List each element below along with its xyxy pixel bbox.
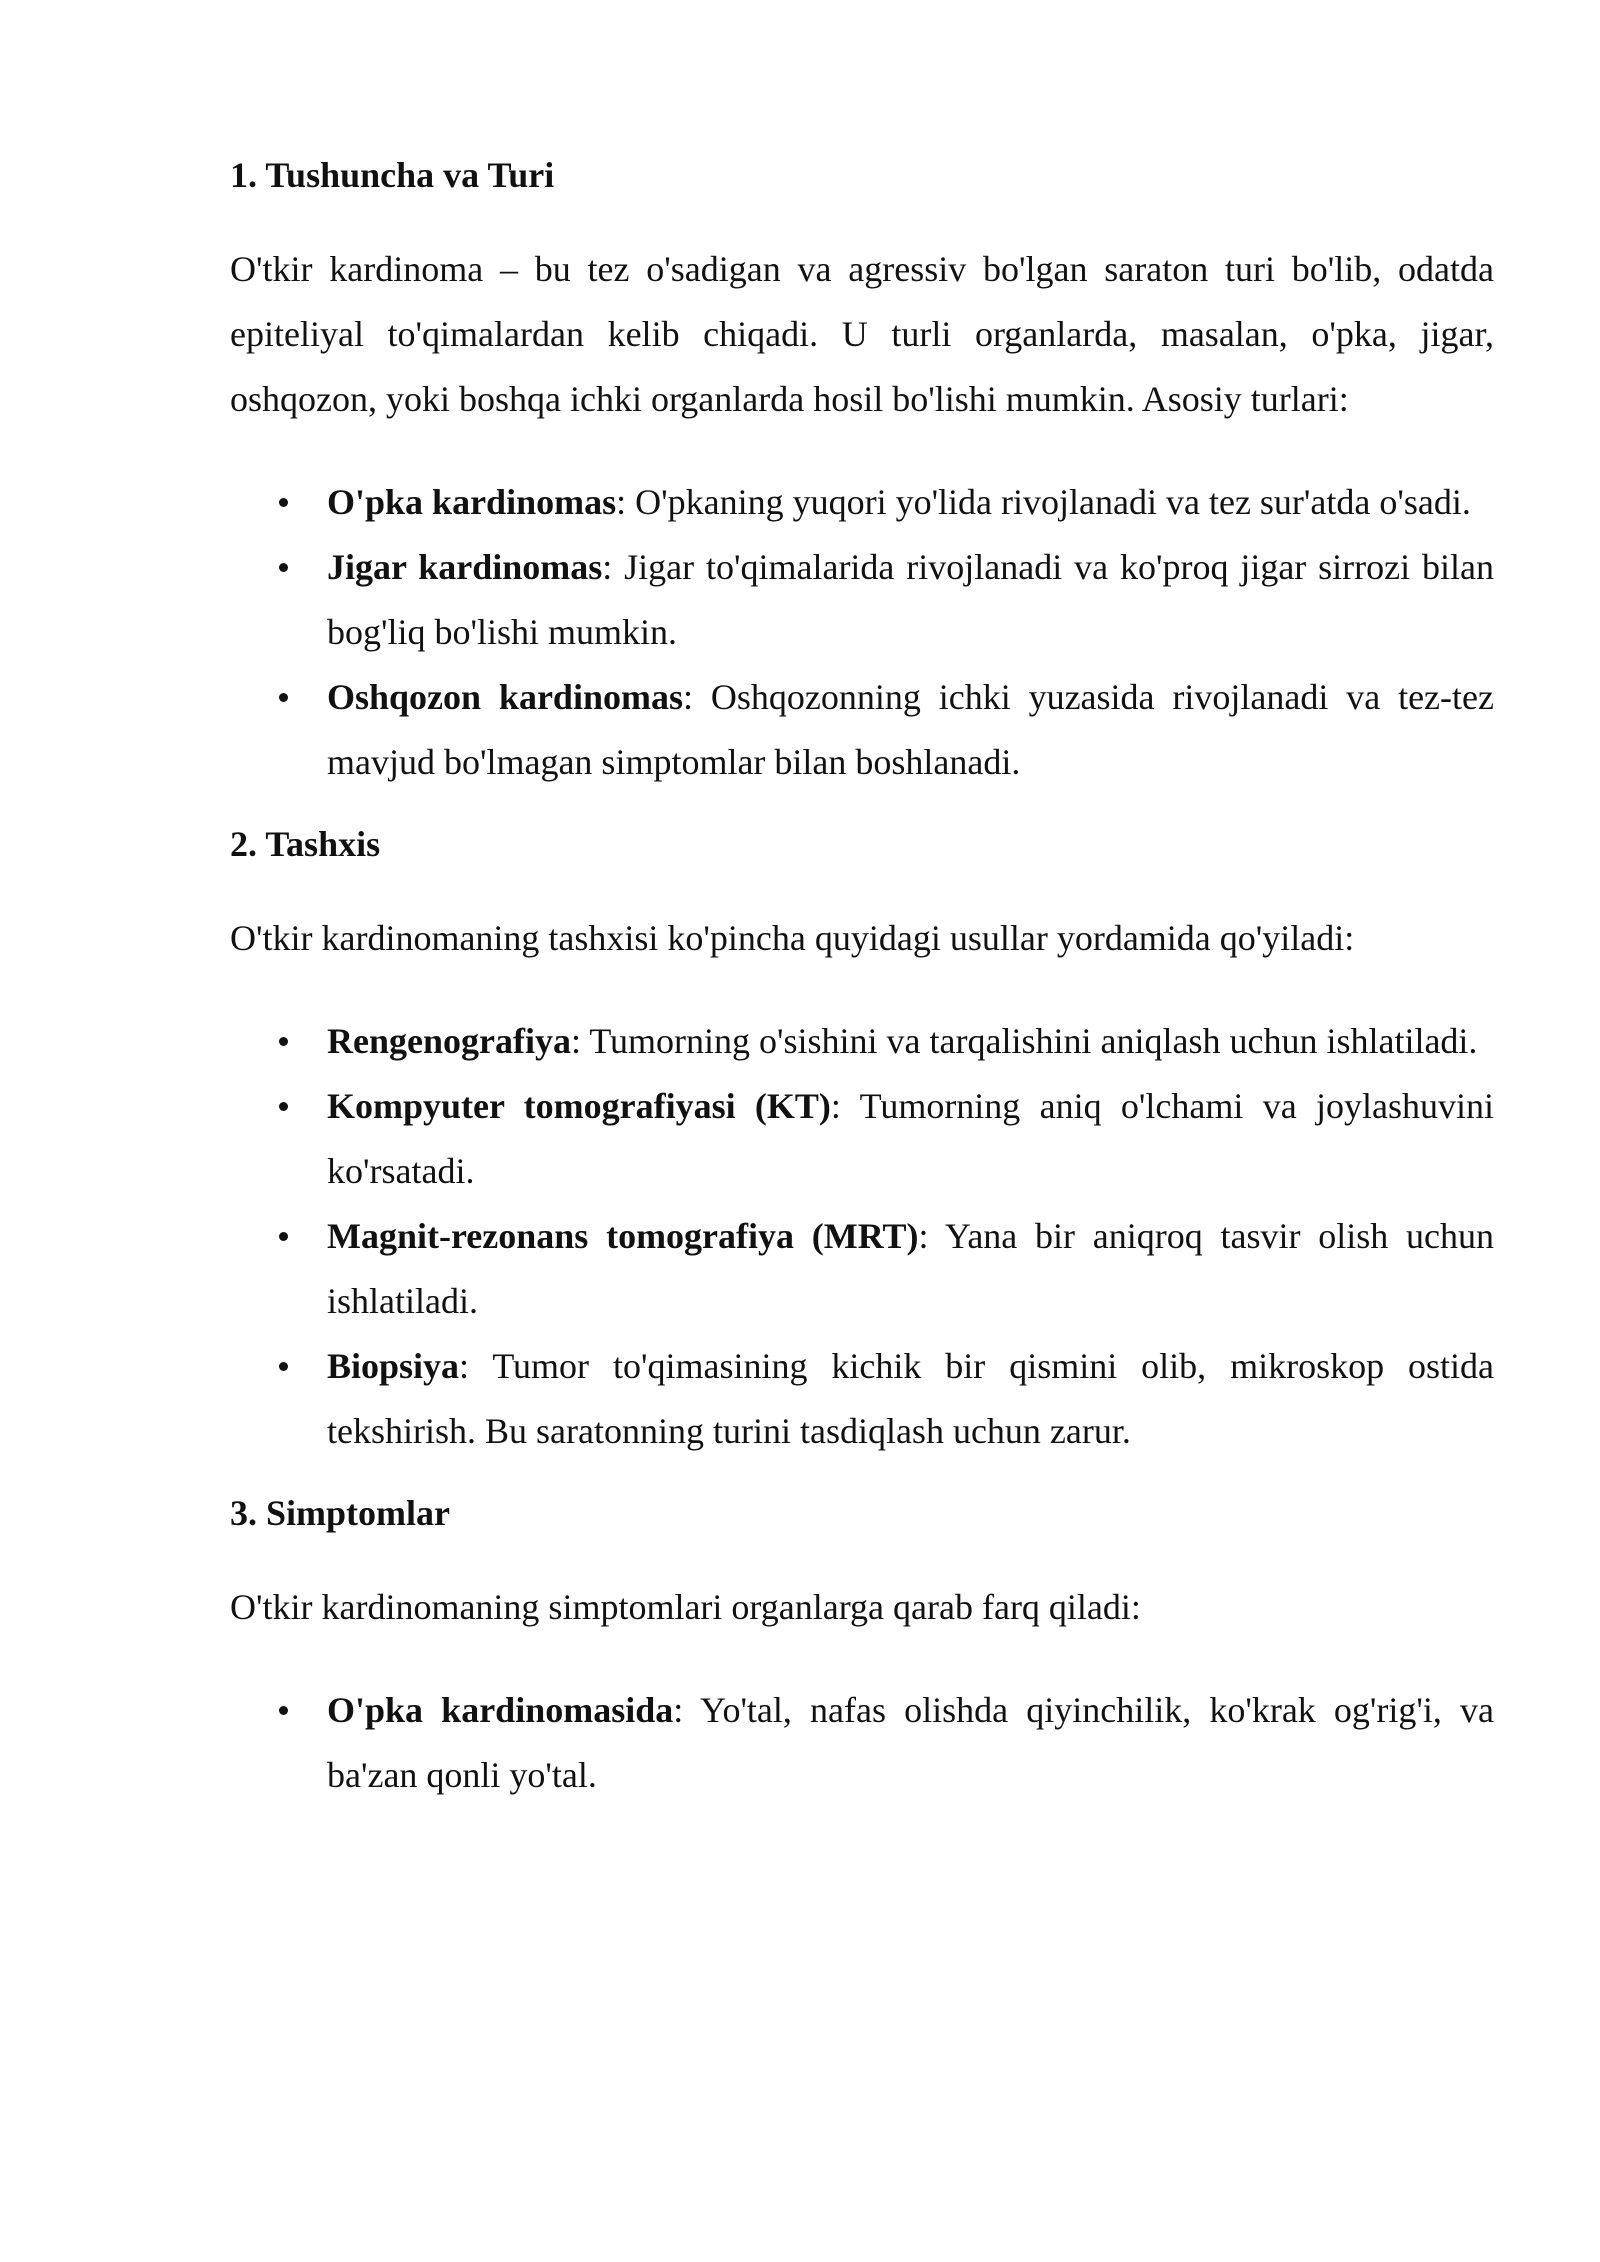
list-item-term: O'pka kardinomasida [327,1690,674,1730]
list-item-separator: : [602,547,625,587]
list-item-separator: : [682,677,711,717]
document-page [230,150,1494,1808]
list-item-text: Tumorning aniq o'lchami va joylashuvini ko'rsatadi. [327,1086,1494,1191]
bullet-icon [279,693,288,702]
list-item-text: Jigar to'qimalarida rivojlanadi va ko'proq jigar sirrozi bilan bog'liq bo'lishi mumkin. [327,547,1494,652]
list-item [230,1678,1494,1808]
bullet-icon [279,1037,288,1046]
section-symptoms [230,1488,1494,1808]
list-item-separator: : [616,482,636,522]
list-item-separator: : [570,1021,590,1061]
list-item-term: Biopsiya [327,1346,460,1386]
list-item [230,1009,1494,1074]
list-item-text: O'pkaning yuqori yo'lida rivojlanadi va tez sur'atda o'sadi. [635,482,1471,522]
list-item-text: Yana bir aniqroq tasvir olish uchun ishlatiladi. [327,1216,1494,1321]
list-item-term: O'pka kardinomas [327,482,617,522]
list-item-term: Jigar kardinomas [327,547,603,587]
symptoms-list [230,1678,1494,1808]
list-item-term: Oshqozon kardinomas [327,677,683,717]
list-item-text: Yo'tal, nafas olishda qiyinchilik, ko'krak og'rig'i, va ba'zan qonli yo'tal. [327,1690,1494,1795]
bullet-icon [279,563,288,572]
list-item-separator: : [830,1086,860,1126]
list-item [230,1204,1494,1334]
list-item-text: Oshqozonning ichki yuzasida rivojlanadi va tez-tez mavjud bo'lmagan simptomlar bilan boshlanadi. [327,677,1494,782]
bullet-icon [279,1232,288,1241]
list-item [230,535,1494,665]
list-item-text: Tumor to'qimasining kichik bir qismini olib, mikroskop ostida tekshirish. Bu saratonning turini tasdiqlash uchun zarur. [327,1346,1494,1451]
list-item [230,1334,1494,1464]
list-item-separator: : [459,1346,493,1386]
section-heading: 1. Tushuncha va Turi [230,155,555,195]
bullet-icon [279,498,288,507]
section-heading: 2. Tashxis [230,824,381,864]
list-item [230,1074,1494,1204]
list-item-separator: : [673,1690,701,1730]
list-item-separator: : [918,1216,945,1256]
bullet-icon [279,1102,288,1111]
list-item-term: Rengenografiya [327,1021,571,1061]
list-item-term: Magnit-rezonans tomografiya (MRT) [327,1216,919,1256]
section-intro: O'tkir kardinomaning tashxisi ko'pincha quyidagi usullar yordamida qo'yiladi: [230,918,1355,958]
diagnosis-list [230,1009,1494,1464]
section-heading: 3. Simptomlar [230,1493,450,1533]
section-concept-and-types [230,150,1494,795]
bullet-icon [279,1706,288,1715]
section-diagnosis [230,819,1494,1464]
list-item-text: Tumorning o'sishini va tarqalishini aniqlash uchun ishlatiladi. [589,1021,1478,1061]
list-item-term: Kompyuter tomografiyasi (KT) [327,1086,831,1126]
section-intro: O'tkir kardinomaning simptomlari organlarga qarab farq qiladi: [230,1587,1141,1627]
list-item [230,470,1494,535]
bullet-icon [279,1362,288,1371]
section-intro: O'tkir kardinoma – bu tez o'sadigan va agressiv bo'lgan saraton turi bo'lib, odatda epiteliyal to'qimalardan kelib chiqadi. U turli organlarda, masalan, o'pka, jigar, oshqozon, yoki boshqa ichki organlarda hosil bo'lishi mumkin. Asosiy turlari: [230,249,1494,419]
list-item [230,665,1494,795]
types-list [230,470,1494,795]
